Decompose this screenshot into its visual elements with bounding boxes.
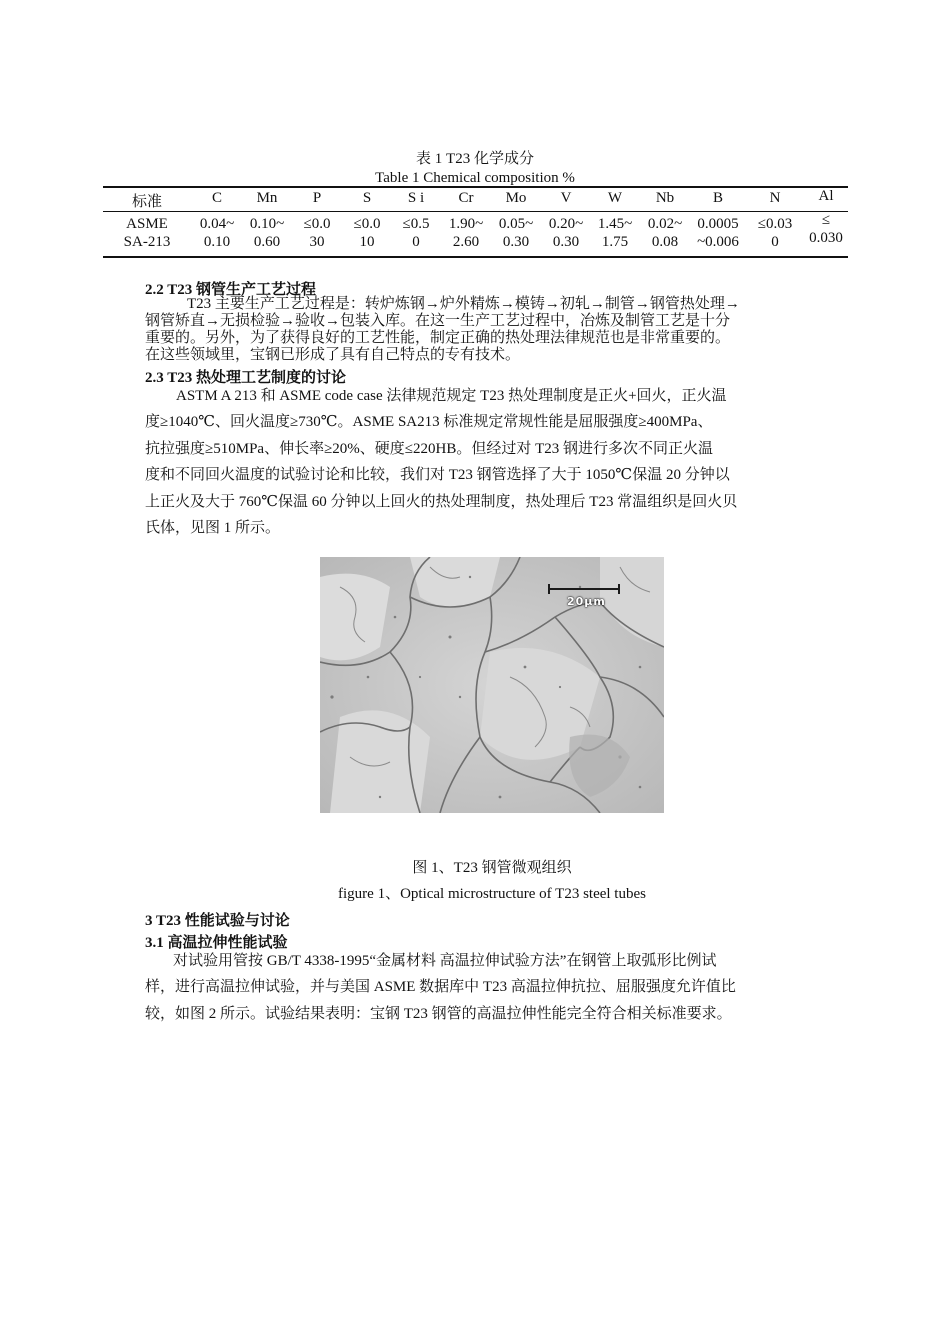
- table-caption-cn: 表 1 T23 化学成分: [416, 151, 534, 167]
- table-header-cell: S i: [407, 190, 425, 206]
- table-cell: 0.20~: [548, 216, 584, 232]
- table-cell: 0.02~: [647, 216, 683, 232]
- section-heading-2-3: 2.3 T23 热处理工艺制度的讨论: [145, 370, 346, 386]
- table-cell: 0.0005: [697, 216, 739, 232]
- section-3-1-paragraph: [145, 948, 807, 1027]
- paragraph-line: 钢管矫直→无损检验→验收→包装入库。在这一生产工艺过程中，冶炼及制管工艺是十分: [145, 313, 731, 329]
- table-header-cell: W: [607, 190, 623, 206]
- table-cell: 0: [412, 234, 420, 250]
- paragraph-line: ASTM A 213 和 ASME code case 法律规范规定 T23 热处理制度是正火+回火，正火温: [176, 388, 727, 404]
- paragraph-line: 重要的。另外，为了获得良好的工艺性能，制定正确的热处理法律规范也是非常重要的。: [145, 330, 731, 346]
- paragraph-line: 氏体，见图 1 所示。: [145, 520, 281, 537]
- figure-caption-cn: 图 1、T23 钢管微观组织: [412, 860, 572, 876]
- microstructure-graphic: [320, 557, 664, 813]
- table-header-cell: Al: [818, 188, 834, 204]
- table-cell: ≤0.0: [303, 216, 331, 232]
- table-cell: 10: [359, 234, 375, 250]
- paragraph-line: 对试验用管按 GB/T 4338-1995“金属材料 高温拉伸试验方法”在钢管上取弧形比例试: [173, 953, 717, 969]
- table-top-rule: [103, 186, 848, 188]
- table-header-cell: N: [769, 190, 781, 206]
- table-cell: 0.10: [203, 234, 231, 250]
- scale-bar-tick: [548, 584, 550, 594]
- table-cell: ≤: [821, 212, 831, 228]
- scale-bar: [548, 588, 620, 590]
- table-cell: 0.10~: [249, 216, 285, 232]
- table-cell: 0.30: [502, 234, 530, 250]
- paragraph-line: 较，如图 2 所示。试验结果表明：宝钢 T23 钢管的高温拉伸性能完全符合相关标准要求。: [145, 1005, 732, 1022]
- paragraph-line: 抗拉强度≥510MPa、伸长率≥20%、硬度≤220HB。但经过对 T23 钢进行多次不同正火温: [145, 440, 714, 457]
- section-heading-2-2: 2.2 T23 钢管生产工艺过程: [145, 282, 316, 298]
- paragraph-line: 度和不同回火温度的试验讨论和比较，我们对 T23 钢管选择了大于 1050℃保温 20 分钟以: [145, 467, 730, 484]
- table-cell: ≤0.0: [353, 216, 381, 232]
- section-heading-3: 3 T23 性能试验与讨论: [145, 913, 290, 929]
- section-2-2-paragraph: [145, 296, 807, 364]
- table-cell: 0.08: [651, 234, 679, 250]
- table-cell: 0.05~: [498, 216, 534, 232]
- scale-bar-label: 20μm: [567, 595, 606, 608]
- scale-bar-tick: [618, 584, 620, 594]
- table-cell: 1.90~: [448, 216, 484, 232]
- table-cell: SA-213: [123, 234, 171, 250]
- paragraph-line: 度≥1040℃、回火温度≥730℃。ASME SA213 标准规定常规性能是屈服强度≥400MPa、: [145, 414, 713, 431]
- table-cell: ASME: [126, 216, 168, 232]
- table-cell: 1.75: [601, 234, 629, 250]
- section-heading-3-1: 3.1 高温拉伸性能试验: [145, 935, 288, 951]
- table-cell: 0: [771, 234, 779, 250]
- micrograph-image: [320, 557, 664, 813]
- table-header-cell: Mn: [256, 190, 278, 206]
- table-cell: ~0.006: [697, 234, 739, 250]
- table-header-cell: P: [312, 190, 322, 206]
- paragraph-line: T23 主要生产工艺过程是：转炉炼钢→炉外精炼→模铸→初轧→制管→钢管热处理→: [187, 296, 740, 312]
- table-cell: 0.030: [809, 230, 843, 246]
- table-caption-en: Table 1 Chemical composition %: [375, 170, 575, 186]
- table-cell: 0.60: [253, 234, 281, 250]
- table-header-cell: 标准: [131, 194, 162, 210]
- section-2-3-paragraph: [145, 383, 807, 541]
- paragraph-line: 上正火及大于 760℃保温 60 分钟以上回火的热处理制度，热处理后 T23 常温组织是回火贝: [145, 493, 738, 510]
- table-header-cell: B: [712, 190, 723, 206]
- table-cell: 0.30: [552, 234, 580, 250]
- paragraph-line: 在这些领域里，宝钢已形成了具有自己特点的专有技术。: [145, 347, 521, 363]
- table-header-cell: C: [211, 190, 222, 206]
- figure-caption-en: figure 1、Optical microstructure of T23 steel tubes: [338, 886, 646, 902]
- table-cell: ≤0.03: [757, 216, 793, 232]
- table-bottom-rule: [103, 256, 848, 258]
- paragraph-line: 样，进行高温拉伸试验，并与美国 ASME 数据库中 T23 高温拉伸抗拉、屈服强度允许值比: [145, 979, 736, 996]
- table-header-cell: V: [560, 190, 572, 206]
- table-cell: 0.04~: [199, 216, 235, 232]
- table-cell: 2.60: [452, 234, 480, 250]
- table-cell: ≤0.5: [402, 216, 430, 232]
- table-cell: 1.45~: [597, 216, 633, 232]
- table-cell: 30: [309, 234, 325, 250]
- table-header-cell: Mo: [505, 190, 527, 206]
- table-header-rule: [103, 211, 848, 212]
- table-header-cell: S: [362, 190, 372, 206]
- table-header-cell: Nb: [655, 190, 675, 206]
- table-header-cell: Cr: [458, 190, 474, 206]
